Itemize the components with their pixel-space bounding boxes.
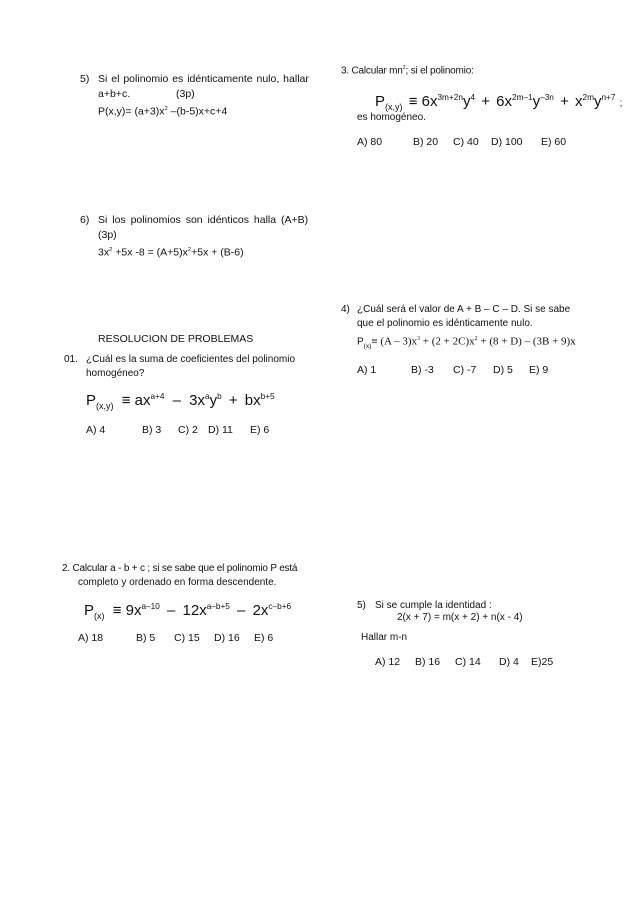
option-c: C) 15 — [174, 632, 200, 644]
question-5-identity: 2(x + 7) = m(x + 2) + n(x - 4) — [397, 612, 523, 623]
option-a: A) 18 — [78, 632, 104, 644]
option-a: A) 4 — [86, 424, 106, 436]
problem-5-statement: Si el polinomio es idénticamente nulo, hallar — [98, 73, 309, 85]
question-01-number: 01. — [64, 354, 78, 365]
problem-6-statement: Si los polinomios son idénticos halla (A+B) — [98, 214, 309, 226]
question-2-options — [78, 628, 273, 646]
problem-6-expression: $3x^2 +5x$ $-8 = (A+5)x^2+5x + (B-6)$ — [98, 246, 244, 259]
question-01-options — [86, 420, 269, 438]
question-4-statement: ¿Cuál será el valor de A + B – C – D. Si se sabe — [357, 304, 571, 315]
question-4-number: 4) — [341, 304, 350, 315]
option-d: D) 16 — [214, 632, 240, 644]
option-d: D) 11 — [208, 424, 233, 436]
question-2-statement-line2: completo y ordenado en forma descendente. — [78, 577, 277, 588]
option-c: C) 14 — [455, 656, 481, 668]
option-a: A) 1 — [357, 364, 377, 376]
option-b: B) 3 — [142, 424, 162, 436]
question-01-polynomial: $P_{(x,y)} \equiv ax^{a+4} - 3x^ay^b + bx^{b+5}$ — [86, 392, 275, 411]
question-4-statement-line2: que el polinomio es idénticamente nulo. — [357, 318, 533, 329]
option-a: A) 12 — [375, 656, 401, 668]
section-heading: RESOLUCION DE PROBLEMAS — [98, 333, 254, 345]
question-01-statement-line2: homogéneo? — [86, 368, 145, 379]
option-b: B) 20 — [413, 136, 439, 148]
option-c: C) 40 — [453, 136, 479, 148]
problem-5-number: 5) — [80, 73, 90, 85]
problem-5-statement-line2: a+b+c. — [98, 88, 131, 100]
option-b: B) 16 — [415, 656, 441, 668]
option-e: E) 60 — [541, 136, 567, 148]
question-3-options — [357, 132, 566, 150]
option-a: A) 80 — [357, 136, 383, 148]
question-2-polynomial: $P_{(x)} \equiv 9x^{a-10} - 12x^{a-b+5} - 2x^{c-b+6}$ — [84, 602, 292, 621]
question-2-statement: 2. Calcular a - b + c ; si se sabe que el polinomio P está — [62, 563, 298, 574]
problem-6-number: 6) — [80, 214, 90, 226]
question-4-polynomial: $P_{(x)}\equiv (A - 3)x^3 + (2 + 2C)x^2 + (8 + D) - (3B + 9)x$ — [357, 335, 576, 350]
problem-5-expression: $P(x,y)= (a+3)x^2$ –(b-5)x+c+4 — [98, 105, 228, 118]
option-d: D) 100 — [491, 136, 523, 148]
question-3-statement: 3. Calcular $mn^2$; si el polinomio: — [341, 65, 474, 77]
question-4-options — [357, 360, 548, 378]
option-b: B) -3 — [411, 364, 434, 376]
question-3-polynomial: $P_{(x,y)} \equiv 6x^{3m+2n}y^4 + 6x^{2m-1}y^{-3n} + x^{2m}y^{n+7}$ ; — [375, 93, 623, 112]
option-c: C) 2 — [178, 424, 198, 436]
option-d: D) 5 — [493, 364, 513, 376]
option-e: E)25 — [531, 656, 554, 668]
question-3-statement-line2: es homogéneo. — [357, 112, 426, 123]
option-d: D) 4 — [499, 656, 519, 668]
problem-5-points: (3p) — [176, 88, 195, 100]
question-5-options — [375, 652, 553, 670]
question-5-statement: Si se cumple la identidad : — [375, 600, 492, 611]
question-01-statement: ¿Cuál es la suma de coeficientes del polinomio — [86, 354, 295, 365]
option-e: E) 6 — [250, 424, 270, 436]
question-5-number: 5) — [357, 600, 366, 611]
option-c: C) -7 — [453, 364, 477, 376]
option-e: E) 9 — [529, 364, 549, 376]
question-5-ask: Hallar m-n — [361, 632, 408, 643]
problem-6-points: (3p) — [98, 229, 117, 241]
option-b: B) 5 — [136, 632, 156, 644]
option-e: E) 6 — [254, 632, 274, 644]
